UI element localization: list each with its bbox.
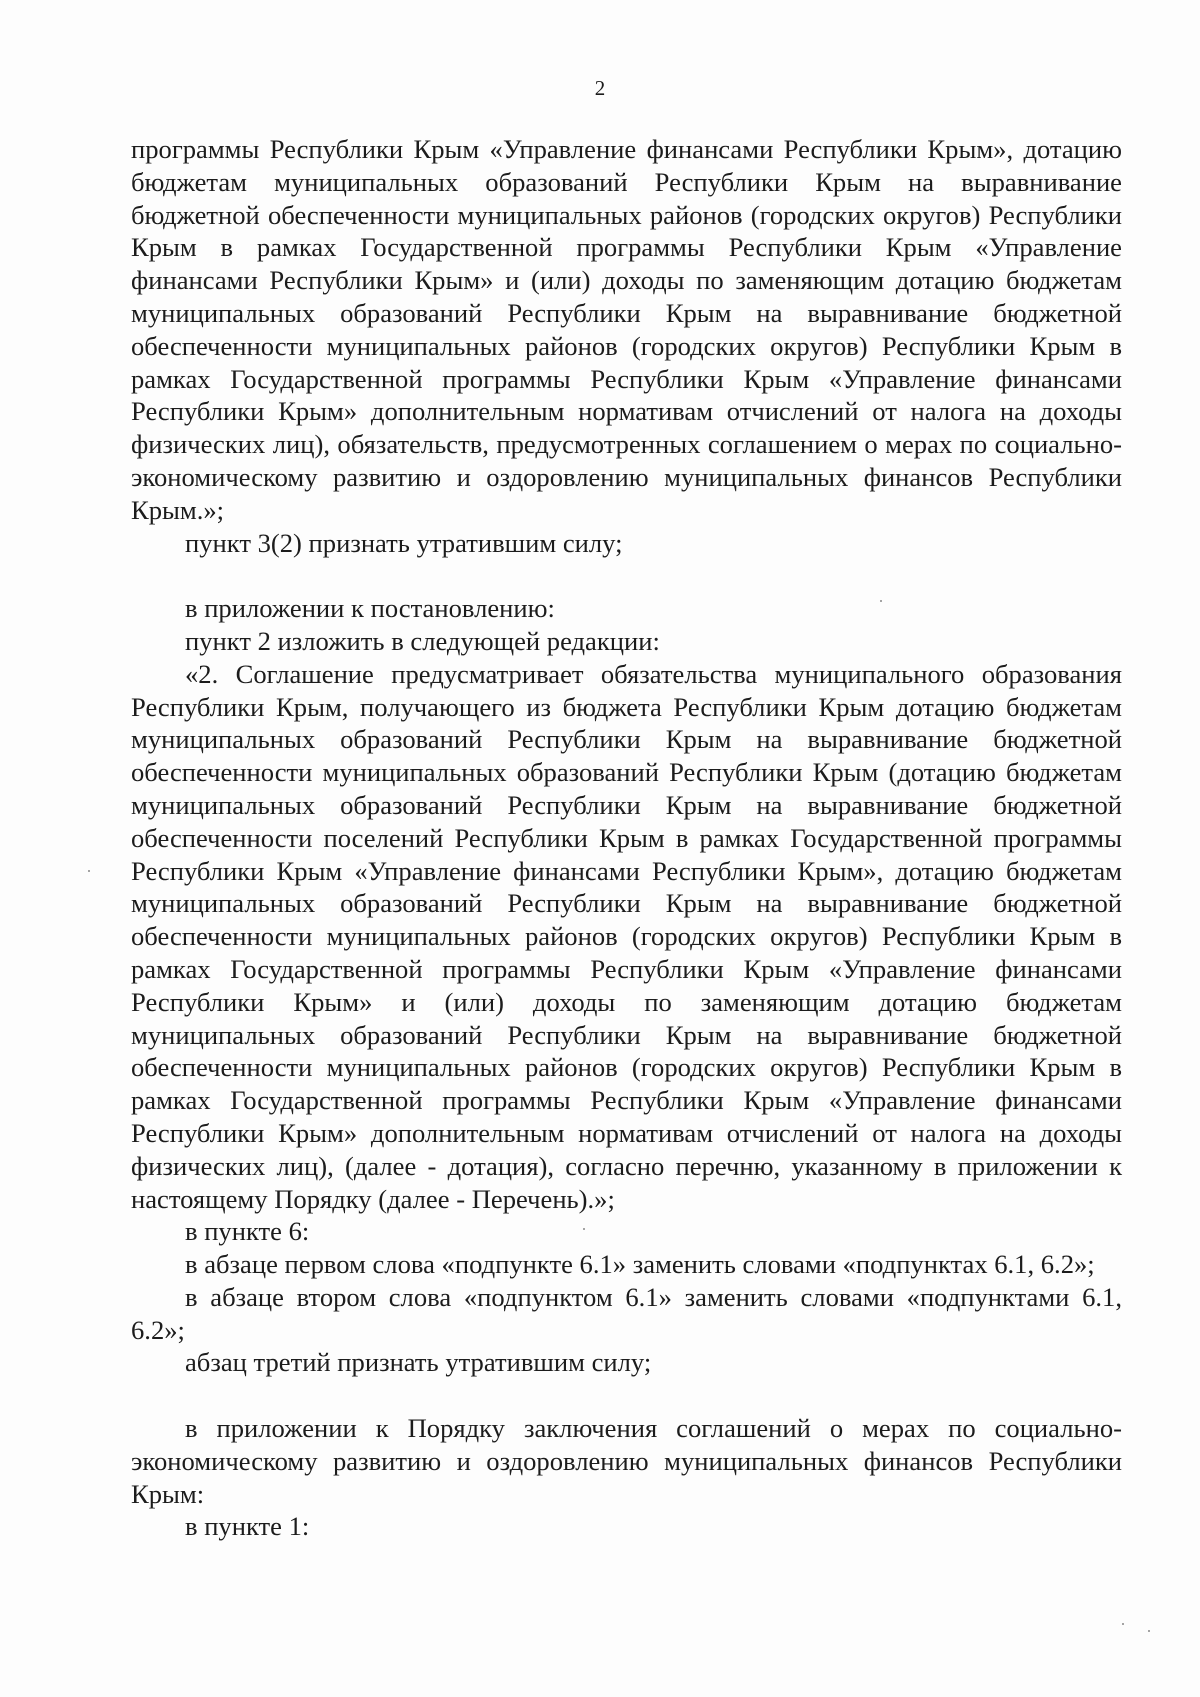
paragraph-spacer (131, 1379, 1122, 1412)
scan-artifact (1122, 1623, 1124, 1625)
scan-artifact (1148, 1630, 1150, 1632)
paragraph-order-appendix: в приложении к Порядку заключения соглашений о мерах по социально-экономическому развитию и оздоровлению муниципальных финансов Республики Крым: (131, 1413, 1122, 1509)
page-number: 2 (594, 76, 606, 100)
paragraph-continuation: программы Республики Крым «Управление финансами Республики Крым», дотацию бюджетам муниципальных образований Республики Крым на выравнивание бюджетной обеспеченности муниципальных районов (городских округов) Республики Крым в рамках Государственной программы Республики Крым «Управление финансами Республики Крым» и (или) доходы по заменяющим дотацию бюджетам муниципальных образований Республики Крым на выравнивание бюджетной обеспеченности муниципальных районов (городских округов) Республики Крым в рамках Государственной программы Республики Крым «Управление финансами Республики Крым» дополнительным нормативам отчислений от налога на доходы физических лиц), обязательств, предусмотренных соглашением о мерах по социально-экономическому развитию и оздоровлению муниципальных финансов Республики Крым.»; (131, 134, 1122, 525)
scan-artifact (880, 600, 882, 602)
scan-artifact (583, 1228, 585, 1230)
paragraph-clause-1-heading: в пункте 1: (185, 1511, 310, 1542)
paragraph-clause-2-text: «2. Соглашение предусматривает обязательства муниципального образования Республики Крым, получающего из бюджета Республики Крым дотацию бюджетам муниципальных образований Республики Крым на выравнивание бюджетной обеспеченности муниципальных образований Республики Крым (дотацию бюджетам муниципальных образований Республики Крым на выравнивание бюджетной обеспеченности поселений Республики Крым в рамках Государственной программы Республики Крым «Управление финансами Республики Крым», дотацию бюджетам муниципальных образований Республики Крым на выравнивание бюджетной обеспеченности муниципальных районов (городских округов) Республики Крым в рамках Государственной программы Республики Крым «Управление финансами Республики Крым» и (или) доходы по заменяющим дотацию бюджетам муниципальных образований Республики Крым на выравнивание бюджетной обеспеченности муниципальных районов (городских округов) Республики Крым в рамках Государственной программы Республики Крым «Управление финансами Республики Крым» дополнительным нормативам отчислений от налога на доходы физических лиц), (далее - дотация), согласно перечню, указанному в приложении к настоящему Порядку (далее - Перечень).»; (131, 658, 1122, 1214)
paragraph-clause-6-second: в абзаце втором слова «подпунктом 6.1» заменить словами «подпунктами 6.1, 6.2»; (131, 1281, 1122, 1345)
paragraph-clause-6-heading: в пункте 6: (185, 1216, 310, 1247)
paragraph-clause-3-2-repeal: пункт 3(2) признать утратившим силу; (185, 527, 623, 558)
scan-artifact (88, 870, 90, 872)
paragraph-clause-6-first: в абзаце первом слова «подпункте 6.1» заменить словами «подпунктах 6.1, 6.2»; (185, 1249, 1095, 1280)
paragraph-appendix-heading: в приложении к постановлению: (185, 593, 555, 624)
paragraph-spacer (131, 559, 1122, 592)
paragraph-clause-2-intro: пункт 2 изложить в следующей редакции: (185, 625, 660, 656)
paragraph-clause-6-third: абзац третий признать утратившим силу; (185, 1347, 652, 1378)
document-body (131, 133, 1122, 1543)
